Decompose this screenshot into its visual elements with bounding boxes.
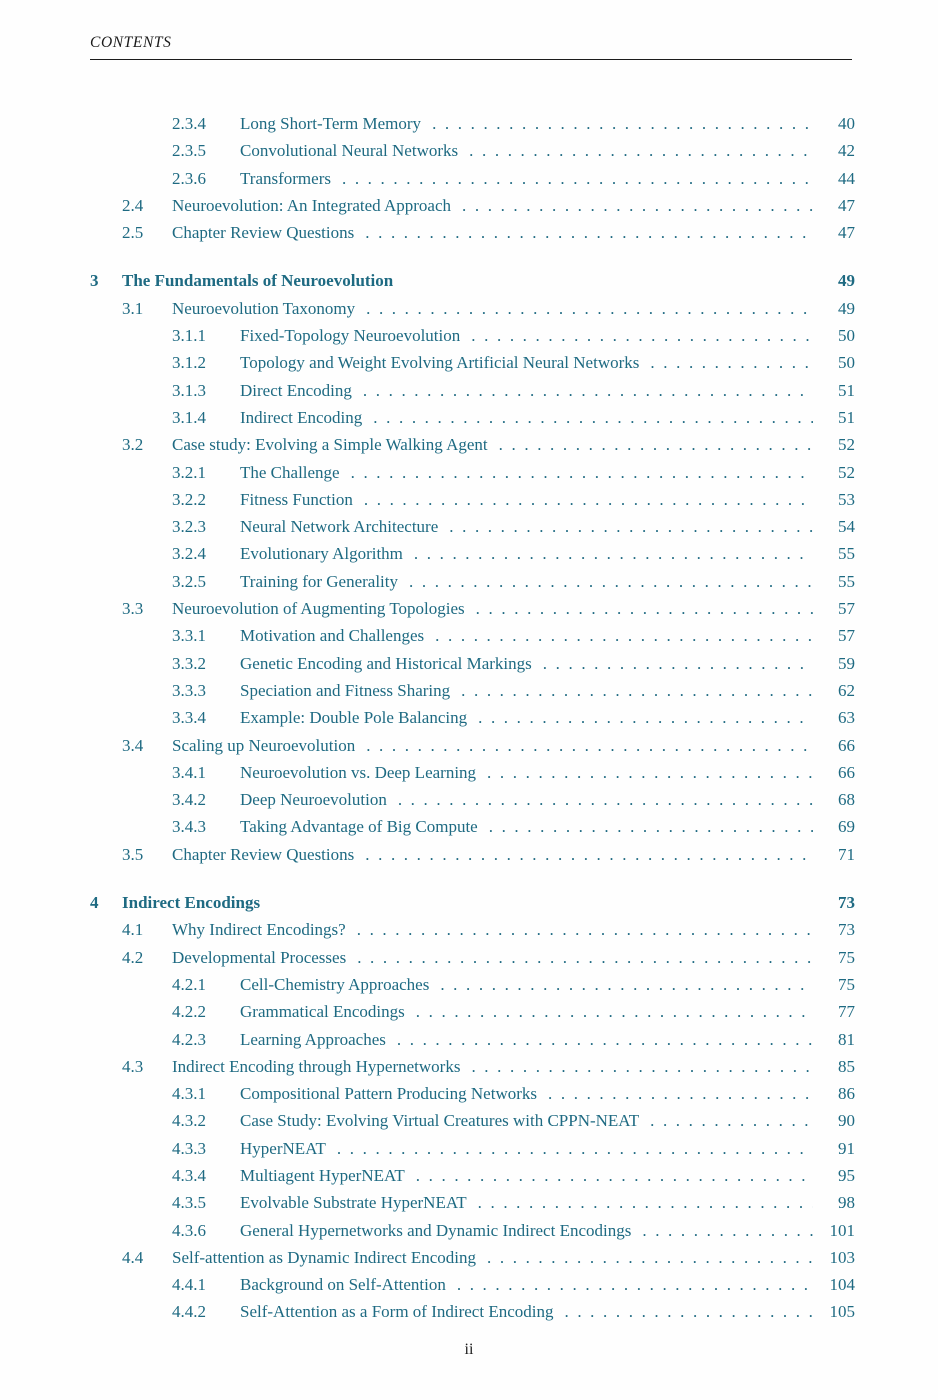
dot-leader — [445, 513, 813, 533]
toc-entry-page: 54 — [838, 517, 855, 537]
dot-leader — [474, 704, 813, 724]
toc-entry[interactable] — [90, 137, 855, 164]
toc-entry-title: Example: Double Pole Balancing — [240, 708, 468, 728]
toc-entry-number: 4 — [90, 893, 99, 913]
toc-entry-page: 59 — [838, 653, 855, 673]
dot-leader — [360, 486, 813, 506]
page-number: ii — [464, 1341, 474, 1358]
toc-entry[interactable] — [90, 192, 855, 219]
toc-entry-title: Transformers — [240, 168, 331, 188]
toc-entry[interactable] — [90, 622, 855, 649]
toc-entry-number: 4.2.1 — [172, 974, 206, 994]
dot-leader — [638, 1217, 813, 1237]
toc-entry[interactable] — [90, 404, 855, 431]
dot-leader — [539, 650, 813, 670]
toc-entry[interactable] — [90, 704, 855, 731]
toc-entry-page: 55 — [838, 544, 855, 564]
toc-entry-number: 3.5 — [122, 844, 144, 864]
dot-leader — [436, 971, 813, 991]
toc-entry-title: Chapter Review Questions — [172, 223, 355, 243]
toc-entry-number: 4.4 — [122, 1247, 144, 1267]
toc-entry-number: 3.2.2 — [172, 489, 206, 509]
toc-entry-title: Neuroevolution vs. Deep Learning — [240, 762, 477, 782]
toc-entry-title: Training for Generality — [240, 571, 399, 591]
toc-entry[interactable] — [90, 998, 855, 1025]
dot-leader — [412, 1162, 813, 1182]
toc-entry-title: Taking Advantage of Big Compute — [240, 817, 478, 837]
toc-entry[interactable] — [90, 1217, 855, 1244]
toc-entry-number: 4.2.3 — [172, 1029, 206, 1049]
toc-entry-number: 2.4 — [122, 195, 144, 215]
toc-entry-title: The Challenge — [240, 462, 340, 482]
toc-entry[interactable] — [90, 1026, 855, 1053]
toc-entry-page: 49 — [838, 271, 855, 291]
dot-leader — [359, 377, 813, 397]
dot-leader — [333, 1135, 813, 1155]
toc-entry-title: Genetic Encoding and Historical Markings — [240, 653, 532, 673]
toc-list — [90, 110, 855, 1326]
toc-entry[interactable] — [90, 944, 855, 971]
toc-entry-page: 90 — [838, 1111, 855, 1131]
toc-entry-page: 69 — [838, 817, 855, 837]
dot-leader — [467, 1053, 813, 1073]
dot-leader — [646, 1107, 813, 1127]
dot-leader — [353, 944, 813, 964]
toc-entry-title: Neuroevolution of Augmenting Topologies — [172, 599, 465, 619]
toc-entry-number: 4.1 — [122, 920, 144, 940]
toc-entry-number: 3.4.2 — [172, 790, 206, 810]
toc-entry-page: 52 — [838, 462, 855, 482]
toc-entry-page: 105 — [829, 1302, 855, 1322]
dot-leader — [457, 677, 813, 697]
running-header — [90, 34, 852, 52]
dot-leader — [646, 349, 813, 369]
toc-entry[interactable] — [90, 486, 855, 513]
toc-entry[interactable] — [90, 759, 855, 786]
toc-entry-title: Evolutionary Algorithm — [240, 544, 403, 564]
toc-entry-page: 75 — [838, 947, 855, 967]
toc-entry[interactable] — [90, 1298, 855, 1325]
toc-entry[interactable] — [90, 431, 855, 458]
toc-entry-number: 3.3.3 — [172, 680, 206, 700]
toc-entry-number: 3.2 — [122, 435, 144, 455]
toc-entry-page: 104 — [829, 1275, 855, 1295]
toc-entry[interactable] — [90, 322, 855, 349]
toc-entry[interactable] — [90, 459, 855, 486]
toc-entry-page: 66 — [838, 762, 855, 782]
toc-entry-number: 4.3.6 — [172, 1220, 206, 1240]
toc-entry-title: Self-Attention as a Form of Indirect Encoding — [240, 1302, 554, 1322]
dot-leader — [369, 404, 813, 424]
toc-entry-title: Convolutional Neural Networks — [240, 141, 459, 161]
toc-entry-number: 2.3.5 — [172, 141, 206, 161]
toc-entry-page: 95 — [838, 1165, 855, 1185]
toc-entry-page: 73 — [838, 920, 855, 940]
toc-entry-title: Topology and Weight Evolving Artificial Neural Networks — [240, 353, 640, 373]
dot-leader — [347, 459, 813, 479]
toc-entry-title: Chapter Review Questions — [172, 844, 355, 864]
toc-entry-number: 4.2.2 — [172, 1002, 206, 1022]
toc-entry-number: 4.2 — [122, 947, 144, 967]
toc-entry-number: 3.1 — [122, 298, 144, 318]
toc-entry[interactable] — [90, 513, 855, 540]
toc-entry-page: 40 — [838, 114, 855, 133]
dot-leader — [361, 219, 813, 239]
toc-entry-number: 3.1.3 — [172, 380, 206, 400]
dot-leader — [560, 1298, 813, 1318]
toc-entry-page: 91 — [838, 1138, 855, 1158]
toc-entry[interactable] — [90, 650, 855, 677]
toc-entry[interactable] — [90, 786, 855, 813]
toc-entry-number: 3.4.3 — [172, 817, 206, 837]
toc-entry-page: 47 — [838, 223, 855, 243]
toc-entry-page: 85 — [838, 1056, 855, 1076]
toc-entry[interactable] — [90, 813, 855, 840]
dot-leader — [353, 916, 813, 936]
toc-entry-title: Evolvable Substrate HyperNEAT — [240, 1193, 467, 1213]
dot-leader — [544, 1080, 813, 1100]
toc-entry-page: 66 — [838, 735, 855, 755]
toc-entry-number: 3.1.4 — [172, 407, 206, 427]
toc-entry-title: Compositional Pattern Producing Networks — [240, 1084, 538, 1104]
dot-leader — [474, 1189, 813, 1209]
toc-entry-title: Grammatical Encodings — [240, 1002, 405, 1022]
toc-entry[interactable] — [90, 841, 855, 868]
toc-entry-number: 4.3.3 — [172, 1138, 206, 1158]
toc-entry-number: 3.1.2 — [172, 353, 206, 373]
dot-leader — [458, 192, 813, 212]
toc-entry-title: Indirect Encodings — [122, 893, 261, 913]
dot-leader — [412, 998, 813, 1018]
dot-leader — [400, 267, 813, 287]
toc-entry-page: 49 — [838, 298, 855, 318]
toc-entry[interactable] — [90, 1271, 855, 1298]
toc-entry-title: HyperNEAT — [240, 1138, 326, 1158]
toc-entry-page: 101 — [829, 1220, 855, 1240]
toc-entry-number: 2.3.4 — [172, 114, 206, 133]
toc-entry[interactable] — [90, 916, 855, 943]
dot-leader — [405, 568, 813, 588]
toc-entry[interactable] — [90, 971, 855, 998]
toc-entry-number: 3.3.1 — [172, 626, 206, 646]
toc-entry-number: 3 — [90, 271, 99, 291]
toc-entry-page: 86 — [838, 1084, 855, 1104]
toc-entry[interactable] — [90, 349, 855, 376]
toc-entry[interactable] — [90, 1135, 855, 1162]
toc-entry-page: 98 — [838, 1193, 855, 1213]
toc-entry-title: Neuroevolution: An Integrated Approach — [172, 195, 452, 215]
toc-entry-page: 52 — [838, 435, 855, 455]
toc-entry-page: 77 — [838, 1002, 855, 1022]
toc-entry-number: 3.3 — [122, 599, 144, 619]
dot-leader — [338, 165, 813, 185]
toc-entry[interactable] — [90, 568, 855, 595]
toc-entry-page: 44 — [838, 168, 855, 188]
toc-entry-page: 57 — [838, 599, 855, 619]
toc-entry-number: 4.3.4 — [172, 1165, 206, 1185]
toc-entry[interactable] — [90, 377, 855, 404]
toc-entry[interactable] — [90, 110, 855, 137]
toc-entry-number: 4.4.1 — [172, 1275, 206, 1295]
toc-entry-title: Speciation and Fitness Sharing — [240, 680, 451, 700]
toc-entry-number: 4.4.2 — [172, 1302, 206, 1322]
toc-entry-title: Case study: Evolving a Simple Walking Agent — [172, 435, 488, 455]
dot-leader — [472, 595, 813, 615]
toc-entry[interactable] — [90, 540, 855, 567]
toc-entry-number: 3.2.3 — [172, 517, 206, 537]
toc-entry[interactable] — [90, 295, 855, 322]
toc-entry-page: 71 — [838, 844, 855, 864]
toc-entry-title: General Hypernetworks and Dynamic Indirect Encodings — [240, 1220, 632, 1240]
toc-entry-title: Neural Network Architecture — [240, 517, 439, 537]
page-footer — [0, 1341, 938, 1359]
toc-entry-title: Motivation and Challenges — [240, 626, 425, 646]
toc-entry-page: 68 — [838, 790, 855, 810]
toc-entry-number: 3.3.2 — [172, 653, 206, 673]
toc-entry-page: 50 — [838, 353, 855, 373]
toc-entry-page: 75 — [838, 974, 855, 994]
toc-entry-page: 103 — [829, 1247, 855, 1267]
toc-entry-title: Direct Encoding — [240, 380, 352, 400]
toc-entry[interactable] — [90, 1053, 855, 1080]
toc-entry-number: 4.3 — [122, 1056, 144, 1076]
toc-entry-page: 73 — [838, 893, 855, 913]
toc-entry[interactable] — [90, 1080, 855, 1107]
toc-entry-number: 3.2.4 — [172, 544, 206, 564]
toc-entry[interactable] — [90, 165, 855, 192]
toc-entry-title: Indirect Encoding — [240, 407, 363, 427]
toc-entry-number: 2.5 — [122, 223, 144, 243]
toc-entry[interactable] — [90, 219, 855, 246]
toc-entry-page: 55 — [838, 571, 855, 591]
dot-leader — [453, 1271, 813, 1291]
toc-entry-page: 53 — [838, 489, 855, 509]
dot-leader — [467, 322, 813, 342]
toc-entry-number: 3.1.1 — [172, 326, 206, 346]
dot-leader — [362, 732, 813, 752]
toc-entry-page: 81 — [838, 1029, 855, 1049]
toc-entry-title: Fitness Function — [240, 489, 353, 509]
toc-entry[interactable] — [90, 677, 855, 704]
toc-entry-number: 3.2.5 — [172, 571, 206, 591]
toc-entry-number: 2.3.6 — [172, 168, 206, 188]
toc-entry-page: 42 — [838, 141, 855, 161]
toc-entry-page: 47 — [838, 195, 855, 215]
toc-entry[interactable] — [90, 595, 855, 622]
toc-entry-title: Why Indirect Encodings? — [172, 920, 346, 940]
dot-leader — [393, 1026, 813, 1046]
toc-entry-title: Indirect Encoding through Hypernetworks — [172, 1056, 461, 1076]
toc-entry-page: 62 — [838, 680, 855, 700]
toc-entry[interactable] — [90, 732, 855, 759]
toc-entry-title: Multiagent HyperNEAT — [240, 1165, 405, 1185]
dot-leader — [267, 889, 813, 909]
toc-entry[interactable] — [90, 889, 855, 916]
toc-entry-title: The Fundamentals of Neuroevolution — [122, 271, 394, 291]
toc-entry-title: Cell-Chemistry Approaches — [240, 974, 430, 994]
toc-entry[interactable] — [90, 267, 855, 294]
running-header-title: CONTENTS — [90, 34, 172, 51]
dot-leader — [362, 295, 813, 315]
dot-leader — [431, 622, 813, 642]
dot-leader — [485, 813, 813, 833]
toc-entry-page: 51 — [838, 380, 855, 400]
toc-entry-title: Deep Neuroevolution — [240, 790, 387, 810]
dot-leader — [428, 110, 813, 130]
toc-entry-title: Long Short-Term Memory — [240, 114, 422, 133]
toc-entry-number: 3.2.1 — [172, 462, 206, 482]
toc-entry-title: Self-attention as Dynamic Indirect Encoding — [172, 1247, 477, 1267]
toc-entry-title: Neuroevolution Taxonomy — [172, 298, 356, 318]
toc-entry-page: 50 — [838, 326, 855, 346]
toc-entry-number: 4.3.2 — [172, 1111, 206, 1131]
toc-entry-page: 51 — [838, 407, 855, 427]
header-rule — [90, 59, 852, 60]
toc-entry[interactable] — [90, 1244, 855, 1271]
toc-entry[interactable] — [90, 1107, 855, 1134]
toc-entry-number: 4.3.5 — [172, 1193, 206, 1213]
toc-entry[interactable] — [90, 1162, 855, 1189]
toc-entry-page: 63 — [838, 708, 855, 728]
toc-entry-number: 3.4 — [122, 735, 144, 755]
dot-leader — [495, 431, 813, 451]
toc-entry-title: Case Study: Evolving Virtual Creatures with CPPN-NEAT — [240, 1111, 640, 1131]
toc-entry-title: Learning Approaches — [240, 1029, 386, 1049]
toc-entry-number: 3.3.4 — [172, 708, 206, 728]
dot-leader — [483, 1244, 813, 1264]
toc-entry-number: 3.4.1 — [172, 762, 206, 782]
dot-leader — [394, 786, 813, 806]
dot-leader — [483, 759, 813, 779]
toc-entry-page: 57 — [838, 626, 855, 646]
toc-entry-title: Scaling up Neuroevolution — [172, 735, 356, 755]
dot-leader — [361, 841, 813, 861]
toc-entry-number: 4.3.1 — [172, 1084, 206, 1104]
dot-leader — [465, 137, 813, 157]
dot-leader — [410, 540, 813, 560]
toc-entry-title: Fixed-Topology Neuroevolution — [240, 326, 461, 346]
toc-entry-title: Developmental Processes — [172, 947, 347, 967]
toc-entry-title: Background on Self-Attention — [240, 1275, 446, 1295]
toc-entry[interactable] — [90, 1189, 855, 1216]
